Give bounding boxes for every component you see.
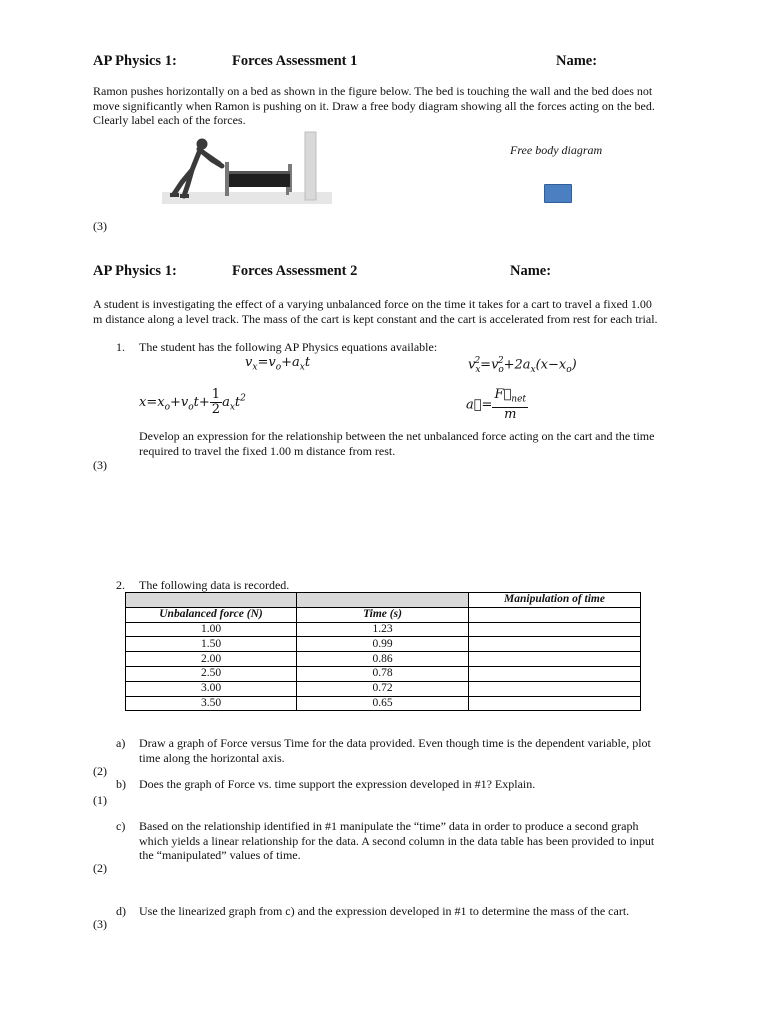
manipulation-header: Manipulation of time: [469, 593, 641, 608]
bed-mattress: [226, 173, 290, 187]
intro-line: A student is investigating the effect of a varying unbalanced force on the time it takes for a cart to travel a fixed 1.00: [93, 297, 652, 311]
time-cell: 0.65: [297, 696, 469, 711]
table-row: [126, 696, 641, 711]
q1-marks: (3): [93, 458, 107, 472]
q1-develop: [139, 429, 739, 458]
table-cell: [126, 593, 297, 608]
part-c-line: which yields a linear relationship for the data. A second column in the data table has been provided to input: [139, 833, 655, 848]
part-b-marks: (1): [93, 793, 107, 807]
force-cell: 1.50: [126, 637, 297, 652]
part-a-label: a): [116, 736, 126, 750]
prompt-line: move significantly when Ramon is pushing on it. Draw a free body diagram showing all the forces acting on the bed.: [93, 98, 655, 113]
table-row: [126, 666, 641, 681]
fbd-label: Free body diagram: [510, 143, 603, 157]
table-row: [126, 593, 641, 608]
time-cell: 1.23: [297, 622, 469, 637]
table-row: [126, 681, 641, 696]
part-d-line: Use the linearized graph from c) and the expression developed in #1 to determine the mass of the cart.: [139, 904, 630, 918]
table-cell: [297, 593, 469, 608]
table-row: [126, 607, 641, 622]
force-cell: 3.00: [126, 681, 297, 696]
section1-title: Forces Assessment 1: [232, 53, 358, 69]
fbd-object-box[interactable]: [544, 184, 572, 203]
part-c-marks: (2): [93, 861, 107, 875]
intro-line: m distance along a level track. The mass of the cart is kept constant and the cart is accelerated from rest for each trial.: [93, 311, 658, 326]
section2-title: Forces Assessment 2: [232, 263, 358, 279]
wall: [305, 132, 316, 200]
q2-text: The following data is recorded.: [139, 578, 290, 592]
manipulated-time-cell[interactable]: [469, 607, 641, 622]
prompt-line: Clearly label each of the forces.: [93, 113, 246, 127]
part-c-line: Based on the relationship identified in #1 manipulate the “time” data in order to produce a second graph: [139, 819, 639, 833]
prompt-line: Ramon pushes horizontally on a bed as shown in the figure below. The bed is touching the wall and the bed does not: [93, 84, 653, 98]
time-cell: 0.78: [297, 666, 469, 681]
q1-number: 1.: [116, 340, 125, 354]
time-header: Time (s): [297, 607, 469, 622]
part-b-line: Does the graph of Force vs. time support the expression developed in #1? Explain.: [139, 777, 536, 791]
part-b-label: b): [116, 777, 126, 791]
part-c-label: c): [116, 819, 126, 833]
q2-number: 2.: [116, 578, 125, 592]
develop-line: Develop an expression for the relationship between the net unbalanced force acting on the cart and the time: [139, 429, 655, 443]
equation-velocity: $v_x=v_o+a_xt$: [245, 355, 311, 373]
part-d-marks: (3): [93, 917, 107, 931]
section1-name-label: Name:: [556, 53, 598, 69]
manipulated-time-cell[interactable]: [469, 696, 641, 711]
force-cell: 2.00: [126, 652, 297, 667]
equation-velocity-squared: $v_x^2=v_o^2+2a_x(x-x_o)$: [468, 356, 577, 375]
equation-position: $x=x_o+v_ot+$ $\frac{1}{2}$ $a_xt^2$: [139, 387, 246, 417]
force-cell: 3.50: [126, 696, 297, 711]
part-d-label: d): [116, 904, 126, 918]
force-header: Unbalanced force (N): [126, 607, 297, 622]
manipulated-time-cell[interactable]: [469, 622, 641, 637]
table-row: [126, 652, 641, 667]
part-c-text: [139, 819, 739, 863]
manipulated-time-cell[interactable]: [469, 666, 641, 681]
table-row: [126, 622, 641, 637]
time-cell: 0.72: [297, 681, 469, 696]
bed-footboard: [225, 162, 229, 196]
time-cell: 0.99: [297, 637, 469, 652]
section2-course: AP Physics 1:: [93, 263, 177, 279]
section2-intro: [93, 297, 743, 326]
q1-text: The student has the following AP Physics equations available:: [139, 340, 438, 354]
time-cell: 0.86: [297, 652, 469, 667]
section1-prompt: [93, 84, 733, 128]
part-b-text: [139, 777, 739, 792]
manipulated-time-cell[interactable]: [469, 681, 641, 696]
force-cell: 2.50: [126, 666, 297, 681]
section2-name-label: Name:: [510, 263, 552, 279]
table-row: [126, 637, 641, 652]
develop-line: required to travel the fixed 1.00 m distance from rest.: [139, 443, 396, 458]
ramon-pushing-bed-figure: [162, 130, 332, 210]
manipulated-time-cell[interactable]: [469, 637, 641, 652]
equation-newton-second-law: a⃗= $\frac{F⃗_{net}}{m}$: [466, 387, 527, 422]
part-a-line: time along the horizontal axis.: [139, 750, 285, 765]
part-a-line: Draw a graph of Force versus Time for the data provided. Even though time is the dependent variable, plot: [139, 736, 651, 750]
force-cell: 1.00: [126, 622, 297, 637]
section1-marks: (3): [93, 219, 107, 233]
part-a-text: [139, 736, 739, 765]
part-a-marks: (2): [93, 764, 107, 778]
data-table: [125, 592, 641, 711]
section1-course: AP Physics 1:: [93, 53, 177, 69]
part-d-text: [139, 904, 739, 919]
part-c-line: the “manipulated” values of time.: [139, 848, 301, 862]
manipulated-time-cell[interactable]: [469, 652, 641, 667]
